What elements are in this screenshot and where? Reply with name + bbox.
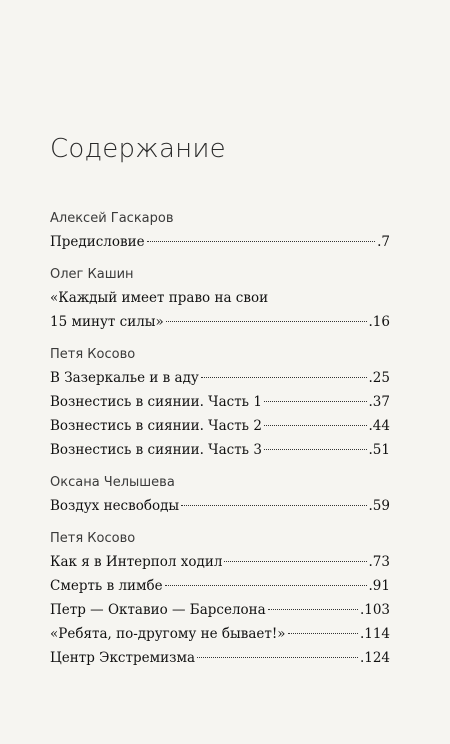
entry-page-number: .59 — [368, 498, 390, 514]
page-title: Содержание — [50, 134, 226, 164]
entry-title-line: «Каждый имеет право на свои — [50, 290, 269, 306]
dot-leader — [197, 657, 358, 658]
dot-leader — [288, 633, 358, 634]
dot-leader — [264, 449, 367, 450]
toc-entry — [50, 390, 390, 414]
entry-title: «Ребята, по-другому не бывает!» — [50, 626, 286, 642]
dot-leader — [166, 321, 367, 322]
section-author: Алексей Гаскаров — [50, 211, 174, 226]
toc-entry — [50, 438, 390, 462]
table-of-contents — [50, 208, 390, 680]
section-author: Олег Кашин — [50, 267, 134, 282]
entry-page-number: .37 — [368, 394, 390, 410]
dot-leader — [264, 425, 367, 426]
toc-section — [50, 264, 390, 334]
entry-title: Предисловие — [50, 234, 145, 250]
entry-page-number: .73 — [368, 554, 390, 570]
entry-title: Центр Экстремизма — [50, 650, 195, 666]
dot-leader — [264, 401, 367, 402]
toc-section — [50, 528, 390, 670]
toc-entry — [50, 574, 390, 598]
dot-leader — [268, 609, 358, 610]
toc-entry — [50, 550, 390, 574]
entry-title: Смерть в лимбе — [50, 578, 163, 594]
section-author: Петя Косово — [50, 531, 136, 546]
section-author: Петя Косово — [50, 347, 136, 362]
entry-page-number: .25 — [368, 370, 390, 386]
entry-page-number: .7 — [377, 234, 390, 250]
entry-title: Воздух несвободы — [50, 498, 180, 514]
entry-title: Вознестись в сиянии. Часть 3 — [50, 442, 262, 458]
entry-title: Как я в Интерпол ходил — [50, 554, 223, 570]
dot-leader — [224, 561, 366, 562]
toc-entry — [50, 414, 390, 438]
toc-entry — [50, 622, 390, 646]
entry-page-number: .91 — [368, 578, 390, 594]
entry-title: В Зазеркалье и в аду — [50, 370, 199, 386]
toc-entry — [50, 494, 390, 518]
entry-title: Вознестись в сиянии. Часть 1 — [50, 394, 262, 410]
entry-page-number: .51 — [368, 442, 390, 458]
toc-entry — [50, 598, 390, 622]
entry-title: Вознестись в сиянии. Часть 2 — [50, 418, 262, 434]
entry-page-number: .124 — [359, 650, 390, 666]
entry-page-number: .114 — [359, 626, 390, 642]
section-author: Оксана Челышева — [50, 475, 175, 490]
dot-leader — [201, 377, 367, 378]
toc-section — [50, 344, 390, 462]
entry-title: Петр — Октавио — Барселона — [50, 602, 266, 618]
dot-leader — [147, 241, 376, 242]
toc-entry — [50, 646, 390, 670]
toc-entry — [50, 230, 390, 254]
entry-page-number: .103 — [359, 602, 390, 618]
dot-leader — [165, 585, 367, 586]
toc-entry — [50, 286, 390, 334]
dot-leader — [181, 505, 366, 506]
toc-entry — [50, 366, 390, 390]
toc-section — [50, 472, 390, 518]
entry-page-number: .16 — [368, 314, 390, 330]
entry-title: 15 минут силы» — [50, 314, 164, 330]
entry-title-row — [50, 310, 390, 334]
entry-page-number: .44 — [368, 418, 390, 434]
toc-section — [50, 208, 390, 254]
